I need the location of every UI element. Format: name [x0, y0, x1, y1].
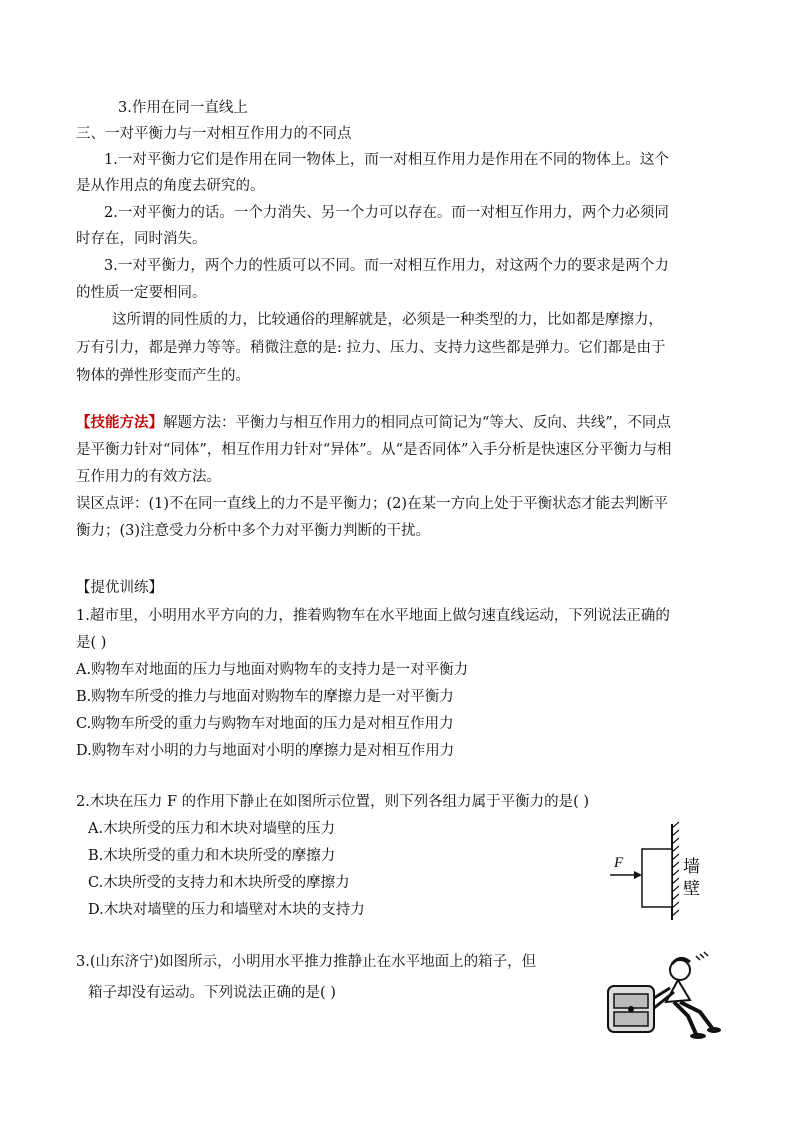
wall-hatching [672, 822, 679, 916]
text-line: 误区点评：(1)不在同一直线上的力不是平衡力；(2)在某一方向上处于平衡状态才能去判断平 [76, 496, 669, 512]
text-line: 是平衡力针对“同体”，相互作用力针对“异体”。从“是否同体”入手分析是快速区分平衡力与相 [76, 442, 672, 458]
text-line: 互作用力的有效方法。 [76, 469, 221, 485]
option-1b: B.购物车所受的推力与地面对购物车的摩擦力是一对平衡力 [76, 689, 454, 705]
text-line: 的性质一定要相同。 [76, 285, 207, 301]
text-line: 是( ) [76, 635, 107, 651]
question-2: 2.木块在压力 F 的作用下静止在如图所示位置，则下列各组力属于平衡力的是( ) [76, 794, 590, 810]
text-line: 解题方法：平衡力与相互作用力的相同点可简记为“等大、反向、共线”，不同点 [163, 415, 671, 431]
section-heading: 【提优训练】 [76, 580, 163, 596]
option-1d: D.购物车对小明的力与地面对小明的摩擦力是对相互作用力 [76, 743, 455, 759]
force-arrowhead [634, 871, 642, 879]
skill-method-tag: 【技能方法】 [76, 414, 163, 431]
text-line: 万有引力，都是弹力等等。稍微注意的是: 拉力、压力、支持力这些都是弹力。它们都是由于 [76, 340, 666, 356]
question-3: 3.(山东济宁)如图所示，小明用水平推力推静止在水平地面上的箱子，但 [76, 954, 537, 970]
option-1c: C.购物车所受的重力与购物车对地面的压力是对相互作用力 [76, 716, 454, 732]
text-line: 2.一对平衡力的话。一个力消失、另一个力可以存在。而一对相互作用力，两个力必须同 [104, 205, 669, 221]
option-2d: D.木块对墙壁的压力和墙壁对木块的支持力 [88, 902, 365, 918]
skill-method-line [76, 413, 671, 433]
text-line: 箱子却没有运动。下列说法正确的是( ) [88, 985, 336, 1001]
text-line: 时存在，同时消失。 [76, 231, 207, 247]
wall-label-1: 墙 [683, 857, 700, 877]
text-line: 衡力；(3)注意受力分析中多个力对平衡力判断的干扰。 [76, 523, 431, 539]
wall-label-2: 壁 [683, 879, 700, 899]
option-2a: A.木块所受的压力和木块对墙壁的压力 [88, 821, 336, 837]
block-wall-figure [606, 820, 716, 930]
boy-body [666, 980, 690, 1002]
text-line: 这所谓的同性质的力，比较通俗的理解就是，必须是一种类型的力，比如都是摩擦力， [112, 312, 663, 328]
force-label: F [614, 855, 624, 871]
text-line: 1.一对平衡力它们是作用在同一物体上，而一对相互作用力是作用在不同的物体上。这个 [104, 152, 669, 168]
text-line: 3.作用在同一直线上 [118, 100, 248, 116]
wooden-block [642, 849, 672, 907]
text-line: 物体的弹性形变而产生的。 [76, 368, 250, 384]
text-line: 是从作用点的角度去研究的。 [76, 178, 265, 194]
option-2b: B.木块所受的重力和木块所受的摩擦力 [88, 848, 336, 864]
option-2c: C.木块所受的支持力和木块所受的摩擦力 [88, 875, 350, 891]
option-1a: A.购物车对地面的压力与地面对购物车的支持力是一对平衡力 [76, 662, 469, 678]
section-heading: 三、一对平衡力与一对相互作用力的不同点 [76, 126, 352, 142]
boy-pushing-box-figure [600, 950, 722, 1042]
question-1: 1.超市里，小明用水平方向的力，推着购物车在水平地面上做匀速直线运动，下列说法正确的 [76, 608, 670, 624]
text-line: 3.一对平衡力，两个力的性质可以不同。而一对相互作用力，对这两个力的要求是两个力 [104, 258, 669, 274]
